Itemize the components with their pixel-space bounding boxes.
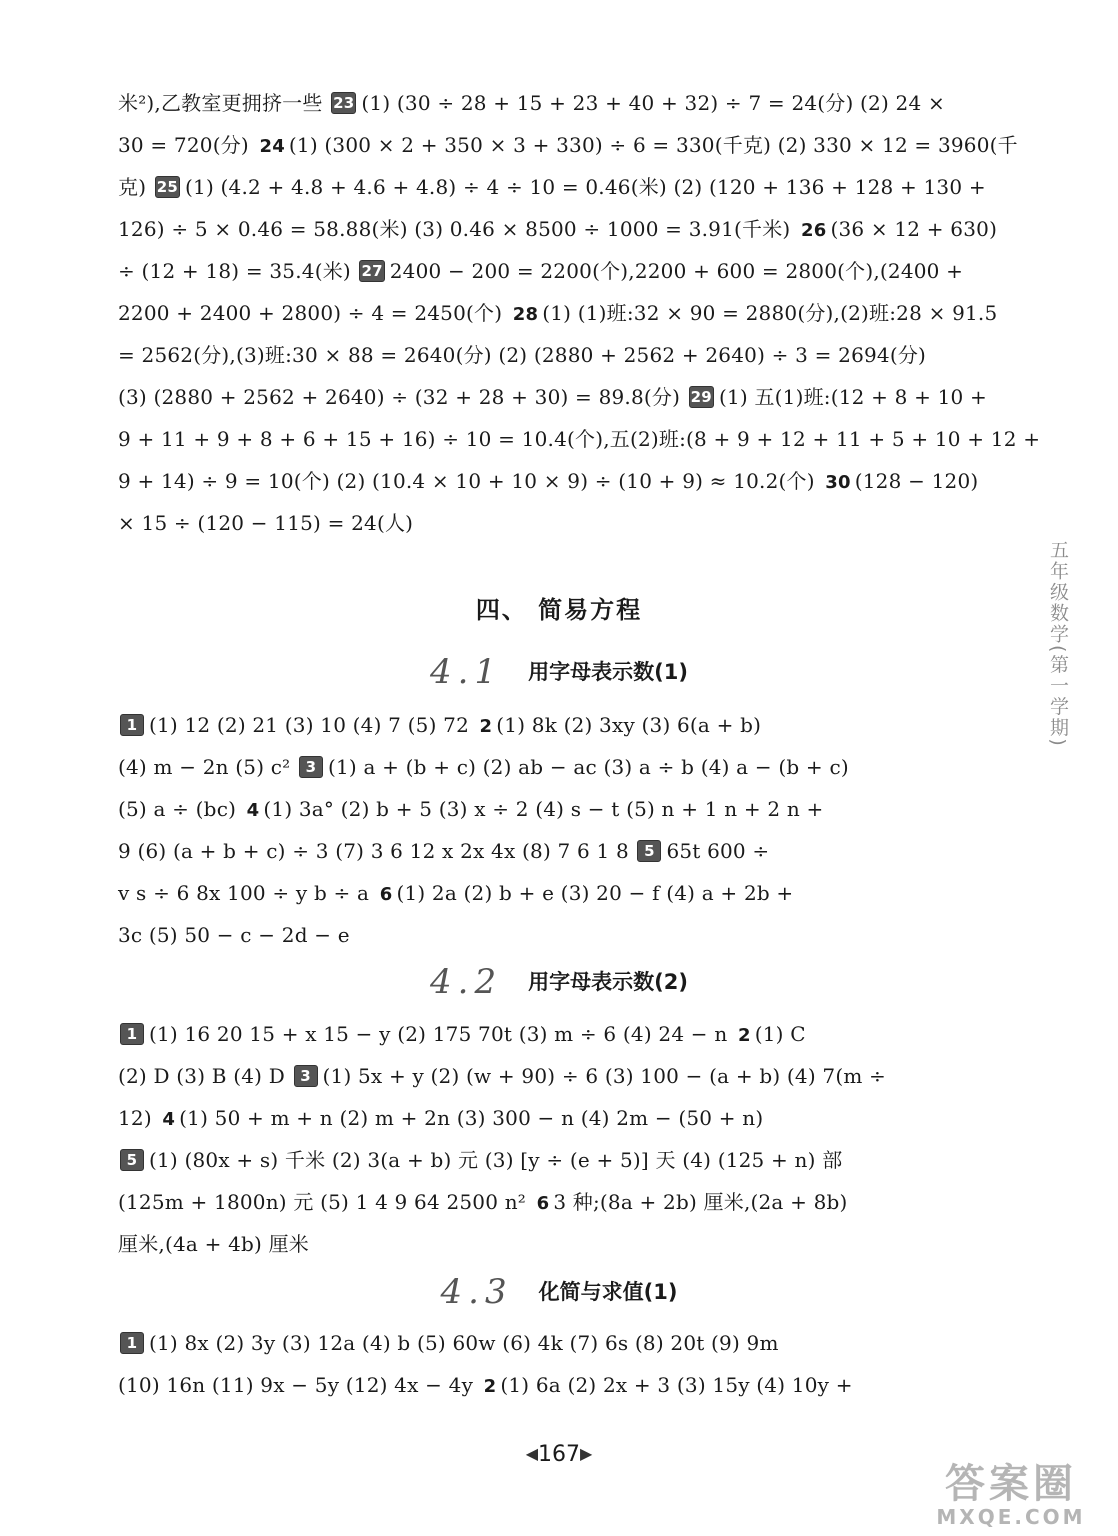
answer-line	[118, 1103, 998, 1135]
answer-line	[118, 1229, 998, 1259]
question-number: 6	[536, 1193, 550, 1214]
question-number-box: 3	[299, 756, 323, 778]
answer-text: (125m + 1800n) 元 (5) 1 4 9 64 2500 n²	[118, 1190, 533, 1214]
answer-line	[118, 382, 998, 412]
answer-text: 126) ÷ 5 × 0.46 = 58.88(米) (3) 0.46 × 8500 ÷ 1000 = 3.91(千米)	[118, 217, 797, 241]
section-heading	[0, 1272, 1118, 1312]
question-number: 2	[479, 716, 493, 737]
question-number-box: 23	[333, 94, 355, 112]
answer-text: (1) 五(1)班:(12 + 8 + 10 +	[718, 385, 987, 409]
question-number: 26	[801, 220, 827, 241]
section-heading	[0, 962, 1118, 1002]
answer-line	[118, 508, 998, 538]
answer-line	[118, 88, 998, 118]
answer-text: 3 种;(8a + 2b) 厘米,(2a + 8b)	[553, 1190, 848, 1214]
answer-line	[118, 1370, 998, 1402]
answer-line	[118, 298, 998, 330]
answer-line	[118, 752, 998, 782]
answer-text: 9 + 14) ÷ 9 = 10(个) (2) (10.4 × 10 + 10 × 9) ÷ (10 + 9) ≈ 10.2(个)	[118, 469, 822, 493]
question-number-box: 27	[361, 262, 383, 280]
right-triangle-icon: ▶	[580, 1444, 593, 1463]
answer-text: 12)	[118, 1106, 159, 1130]
answer-text: 2200 + 2400 + 2800) ÷ 4 = 2450(个)	[118, 301, 509, 325]
section-number: 4.2	[430, 962, 503, 1002]
answer-text: 2400 − 200 = 2200(个),2200 + 600 = 2800(个),(2400 +	[389, 259, 964, 283]
question-number: 4	[246, 800, 260, 821]
answer-line	[118, 340, 998, 370]
section-heading	[0, 652, 1118, 692]
question-number: 2	[483, 1376, 497, 1397]
page-number-text: 167	[538, 1442, 580, 1467]
section-title: 用字母表示数(1)	[528, 660, 688, 684]
answer-text: 65t 600 ÷	[666, 839, 770, 863]
answer-line	[118, 1328, 998, 1358]
answer-line	[118, 1145, 998, 1175]
answer-text: ÷ (12 + 18) = 35.4(米)	[118, 259, 358, 283]
answer-line	[118, 878, 998, 910]
question-number-box: 5	[120, 1149, 144, 1171]
answer-line	[118, 256, 998, 286]
answer-text: (1) (80x + s) 千米 (2) 3(a + b) 元 (3) [y ÷ (e + 5)] 天 (4) (125 + n) 部	[149, 1148, 843, 1172]
answer-text: × 15 ÷ (120 − 115) = 24(人)	[118, 511, 414, 535]
answer-line	[118, 424, 1041, 454]
answer-text: (3) (2880 + 2562 + 2640) ÷ (32 + 28 + 30) = 89.8(分)	[118, 385, 687, 409]
question-number-box: 5	[637, 840, 661, 862]
answer-text: (1) 50 + m + n (2) m + 2n (3) 300 − n (4) 2m − (50 + n)	[179, 1106, 764, 1130]
watermark-logo	[916, 1462, 1106, 1532]
question-number: 4	[162, 1109, 176, 1130]
answer-line	[118, 920, 998, 950]
answer-line	[118, 794, 998, 826]
answer-line	[118, 466, 998, 498]
question-number-box: 1	[120, 1023, 144, 1045]
answer-text: 厘米,(4a + 4b) 厘米	[118, 1232, 309, 1256]
answer-text: (5) a ÷ (bc)	[118, 797, 243, 821]
answer-text: (1) 2a (2) b + e (3) 20 − f (4) a + 2b +	[396, 881, 794, 905]
answer-text: (1) (30 ÷ 28 + 15 + 23 + 40 + 32) ÷ 7 = 24(分) (2) 24 ×	[361, 91, 945, 115]
answer-line	[118, 214, 998, 246]
answer-line	[118, 130, 1018, 162]
section-number: 4.3	[440, 1272, 513, 1312]
answer-line	[118, 172, 998, 202]
answer-text: 克)	[118, 175, 153, 199]
answer-line	[118, 1061, 998, 1091]
answer-text: (2) D (3) B (4) D	[118, 1064, 292, 1088]
question-number: 2	[737, 1025, 751, 1046]
answer-text: (1) a + (b + c) (2) ab − ac (3) a ÷ b (4) a − (b + c)	[327, 755, 849, 779]
watermark-url: MXQE.COM	[936, 1505, 1086, 1529]
answer-text: (1) 12 (2) 21 (3) 10 (4) 7 (5) 72	[149, 713, 476, 737]
answer-text: 3c (5) 50 − c − 2d − e	[118, 923, 350, 947]
answer-text: (1) 5x + y (2) (w + 90) ÷ 6 (3) 100 − (a + b) (4) 7(m ÷	[322, 1064, 887, 1088]
question-number-box: 1	[120, 1332, 144, 1354]
watermark-text: 答案圈	[945, 1461, 1077, 1507]
answer-text: 9 + 11 + 9 + 8 + 6 + 15 + 16) ÷ 10 = 10.4(个),五(2)班:(8 + 9 + 12 + 11 + 5 + 10 + 12 +	[118, 427, 1041, 451]
answer-text: 9 (6) (a + b + c) ÷ 3 (7) 3 6 12 x 2x 4x (8) 7 6 1 8	[118, 839, 636, 863]
question-number-box: 25	[156, 178, 179, 196]
question-number: 30	[825, 472, 851, 493]
answer-text: (1) 3a° (2) b + 5 (3) x ÷ 2 (4) s − t (5) n + 1 n + 2 n +	[263, 797, 824, 821]
answer-text: (1) 16 20 15 + x 15 − y (2) 175 70t (3) m ÷ 6 (4) 24 − n	[149, 1022, 734, 1046]
answer-text: (1) C	[754, 1022, 806, 1046]
answer-text: 米²),乙教室更拥挤一些	[118, 91, 330, 115]
answer-line	[118, 836, 998, 866]
answer-text: (1) (300 × 2 + 350 × 3 + 330) ÷ 6 = 330(千克) (2) 330 × 12 = 3960(千	[288, 133, 1018, 157]
question-number-box: 3	[294, 1065, 318, 1087]
question-number-box: 1	[120, 714, 144, 736]
section-number: 4.1	[430, 652, 503, 692]
chapter-title: 四、 简易方程	[475, 596, 643, 624]
answer-text: (1) (4.2 + 4.8 + 4.6 + 4.8) ÷ 4 ÷ 10 = 0.46(米) (2) (120 + 136 + 128 + 130 +	[185, 175, 986, 199]
section-title: 用字母表示数(2)	[528, 970, 688, 994]
answer-text: (4) m − 2n (5) c²	[118, 755, 297, 779]
answer-text: (1) 6a (2) 2x + 3 (3) 15y (4) 10y +	[500, 1373, 853, 1397]
answer-text: 30 = 720(分)	[118, 133, 256, 157]
answer-text: (10) 16n (11) 9x − 5y (12) 4x − 4y	[118, 1373, 480, 1397]
question-number: 24	[259, 136, 285, 157]
answer-text: = 2562(分),(3)班:30 × 88 = 2640(分) (2) (2880 + 2562 + 2640) ÷ 3 = 2694(分)	[118, 343, 927, 367]
answer-text: v s ÷ 6 8x 100 ÷ y b ÷ a	[118, 881, 376, 905]
question-number: 6	[379, 884, 393, 905]
left-triangle-icon: ◀	[525, 1444, 538, 1463]
answer-text: (1) (1)班:32 × 90 = 2880(分),(2)班:28 × 91.5	[542, 301, 998, 325]
answer-text: (1) 8x (2) 3y (3) 12a (4) b (5) 60w (6) 4k (7) 6s (8) 20t (9) 9m	[149, 1331, 779, 1355]
answer-line	[118, 710, 998, 742]
answer-line	[118, 1187, 998, 1219]
answer-text: (36 × 12 + 630)	[830, 217, 998, 241]
answer-line	[118, 1019, 998, 1051]
question-number: 28	[512, 304, 539, 325]
answer-text: (1) 8k (2) 3xy (3) 6(a + b)	[496, 713, 762, 737]
answer-text: (128 − 120)	[854, 469, 979, 493]
question-number-box: 29	[690, 388, 712, 406]
side-tab: 五年级数学(第一学期)	[1047, 540, 1069, 748]
section-title: 化简与求值(1)	[538, 1280, 678, 1304]
